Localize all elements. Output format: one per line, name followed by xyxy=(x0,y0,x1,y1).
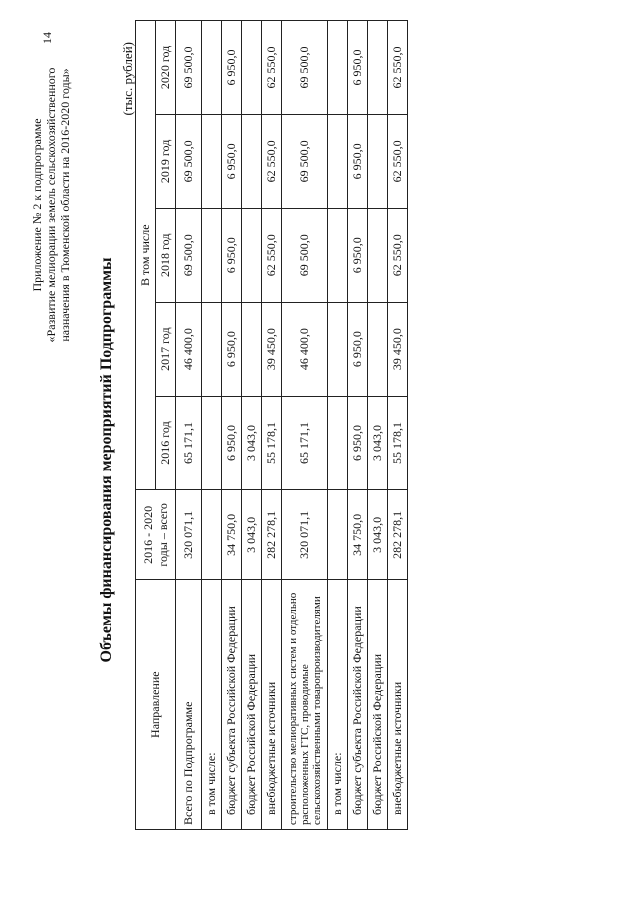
rotated-page xyxy=(0,20,640,870)
appendix-note xyxy=(30,40,72,370)
appendix-line: «Развитие мелиорации земель сельскохозяйственного xyxy=(44,67,58,343)
cell-value xyxy=(328,21,348,115)
cell-value xyxy=(242,302,262,396)
cell-value: 6 950,0 xyxy=(222,396,242,490)
cell-value: 62 550,0 xyxy=(262,21,282,115)
cell-value: 62 550,0 xyxy=(388,208,408,302)
cell-value: 62 550,0 xyxy=(262,114,282,208)
cell-value: 65 171,1 xyxy=(282,396,328,490)
cell-value: 62 550,0 xyxy=(388,114,408,208)
cell-value xyxy=(202,302,222,396)
cell-value xyxy=(368,302,388,396)
document-title: Объемы финансирования мероприятий Подпрограммы xyxy=(98,257,115,663)
cell-value xyxy=(202,396,222,490)
table-row xyxy=(282,21,328,830)
appendix-line: назначения в Тюменской области на 2016-2020 годы» xyxy=(58,68,72,342)
header-year: 2016 год xyxy=(156,396,176,490)
row-label: Всего по Подпрограмме xyxy=(176,580,202,830)
header-direction: Направление xyxy=(136,580,176,830)
cell-value: 6 950,0 xyxy=(348,396,368,490)
cell-value: 55 178,1 xyxy=(388,396,408,490)
table-row xyxy=(176,21,202,830)
row-label: бюджет Российской Федерации xyxy=(242,580,262,830)
row-label: бюджет субъекта Российской Федерации xyxy=(348,580,368,830)
header-in-that: В том числе xyxy=(136,21,156,490)
cell-value xyxy=(242,21,262,115)
table-row xyxy=(328,21,348,830)
cell-value: 39 450,0 xyxy=(262,302,282,396)
cell-value: 69 500,0 xyxy=(176,208,202,302)
cell-value xyxy=(328,396,348,490)
cell-value: 46 400,0 xyxy=(176,302,202,396)
cell-value xyxy=(328,302,348,396)
table-row xyxy=(242,21,262,830)
page-number: 14 xyxy=(40,32,54,44)
table-row xyxy=(368,21,388,830)
units-label: (тыс. рублей) xyxy=(120,42,135,116)
appendix-line: Приложение № 2 к подпрограмме xyxy=(30,118,44,292)
cell-value: 69 500,0 xyxy=(282,208,328,302)
header-year: 2017 год xyxy=(156,302,176,396)
cell-value: 320 071,1 xyxy=(176,490,202,580)
cell-value xyxy=(202,490,222,580)
cell-value xyxy=(242,114,262,208)
cell-value: 34 750,0 xyxy=(222,490,242,580)
cell-value xyxy=(328,114,348,208)
cell-value xyxy=(368,208,388,302)
cell-value: 282 278,1 xyxy=(388,490,408,580)
cell-value: 6 950,0 xyxy=(348,302,368,396)
financing-table xyxy=(135,20,408,830)
cell-value xyxy=(202,21,222,115)
table-row xyxy=(348,21,368,830)
cell-value xyxy=(368,21,388,115)
cell-value: 3 043,0 xyxy=(368,490,388,580)
cell-value: 6 950,0 xyxy=(222,114,242,208)
cell-value: 69 500,0 xyxy=(176,21,202,115)
cell-value: 65 171,1 xyxy=(176,396,202,490)
cell-value xyxy=(328,208,348,302)
cell-value: 46 400,0 xyxy=(282,302,328,396)
cell-value xyxy=(242,208,262,302)
cell-value: 69 500,0 xyxy=(176,114,202,208)
row-label: внебюджетные источники xyxy=(262,580,282,830)
cell-value: 39 450,0 xyxy=(388,302,408,396)
header-total: 2016 - 2020 годы – всего xyxy=(136,490,176,580)
cell-value: 62 550,0 xyxy=(388,21,408,115)
cell-value: 62 550,0 xyxy=(262,208,282,302)
cell-value: 69 500,0 xyxy=(282,21,328,115)
cell-value: 3 043,0 xyxy=(242,490,262,580)
table-row xyxy=(262,21,282,830)
row-label: в том числе: xyxy=(328,580,348,830)
row-label: бюджет субъекта Российской Федерации xyxy=(222,580,242,830)
cell-value xyxy=(368,114,388,208)
table-row xyxy=(202,21,222,830)
cell-value: 6 950,0 xyxy=(348,21,368,115)
row-label: бюджет Российской Федерации xyxy=(368,580,388,830)
cell-value: 6 950,0 xyxy=(348,114,368,208)
cell-value: 34 750,0 xyxy=(348,490,368,580)
cell-value: 6 950,0 xyxy=(222,208,242,302)
header-year: 2018 год xyxy=(156,208,176,302)
cell-value: 320 071,1 xyxy=(282,490,328,580)
cell-value xyxy=(202,208,222,302)
table-row xyxy=(222,21,242,830)
cell-value: 6 950,0 xyxy=(222,302,242,396)
cell-value: 282 278,1 xyxy=(262,490,282,580)
table-header-row xyxy=(136,21,156,830)
cell-value: 3 043,0 xyxy=(242,396,262,490)
cell-value xyxy=(328,490,348,580)
row-label: в том числе: xyxy=(202,580,222,830)
header-year: 2020 год xyxy=(156,21,176,115)
cell-value xyxy=(202,114,222,208)
cell-value: 6 950,0 xyxy=(222,21,242,115)
row-label: внебюджетные источники xyxy=(388,580,408,830)
cell-value: 69 500,0 xyxy=(282,114,328,208)
cell-value: 6 950,0 xyxy=(348,208,368,302)
row-label: строительство мелиоративных систем и отдельно расположенных ГТС, проводимые сельскохозяйственными товаропроизводителями xyxy=(282,580,328,830)
header-year: 2019 год xyxy=(156,114,176,208)
table-row xyxy=(388,21,408,830)
cell-value: 55 178,1 xyxy=(262,396,282,490)
cell-value: 3 043,0 xyxy=(368,396,388,490)
